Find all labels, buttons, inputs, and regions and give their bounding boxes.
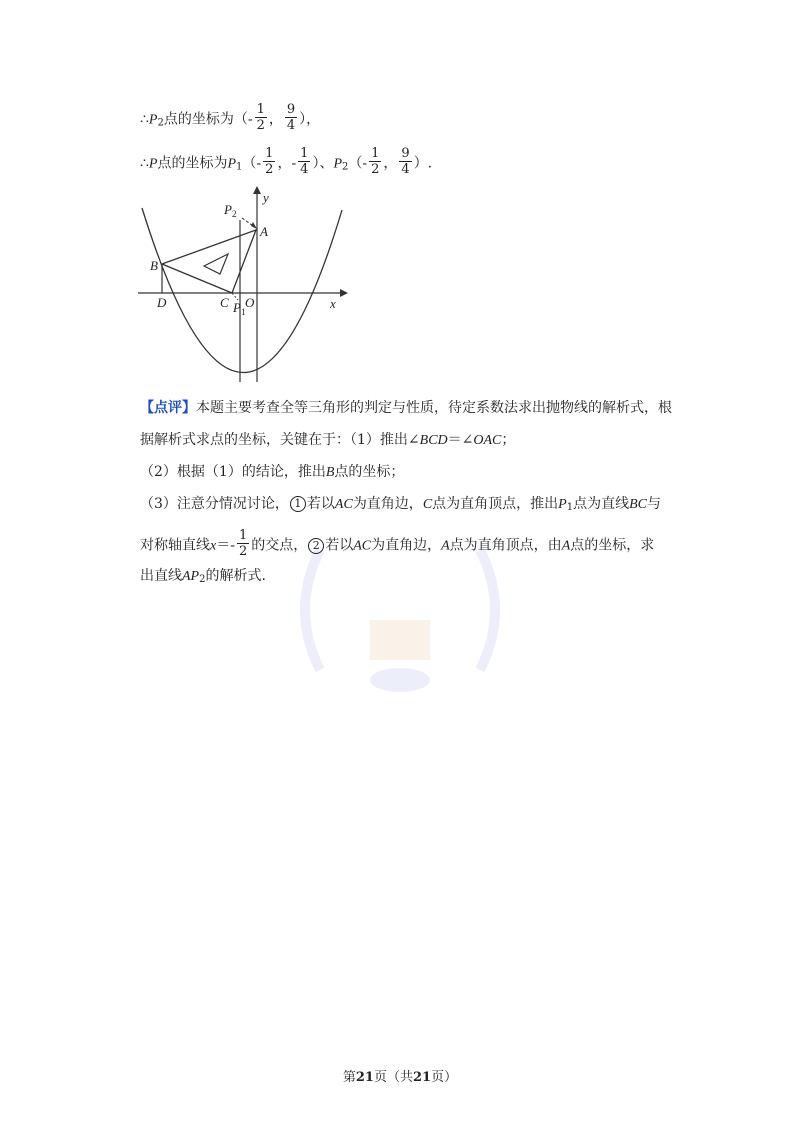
label-p1: P: [233, 300, 241, 315]
parabola-curve: [142, 208, 342, 373]
c-p1-dashed: [232, 293, 238, 300]
fraction: $\frac{9}{4}$: [286, 102, 296, 133]
parabola-figure: [132, 182, 352, 392]
circled-number: 1: [290, 496, 306, 512]
page-footer: 第21页（共21页）: [342, 1070, 458, 1085]
label-y: y: [263, 190, 269, 205]
review-line-2: 据解析式求点的坐标，关键在于：（1）推出∠BCD＝∠OAC；: [140, 432, 516, 448]
label-b: B: [150, 258, 158, 273]
review-line-1: 【点评】本题主要考查全等三角形的判定与性质，待定系数法求出抛物线的解析式，根: [140, 400, 672, 416]
label-p1-sub: 1: [241, 307, 246, 317]
y-axis-arrow: [253, 186, 261, 194]
triangle-outer: [162, 230, 256, 293]
label-o: O: [245, 295, 255, 310]
review-line-5: 对称轴直线x＝- $\frac{1}{2}$ 的交点， 2 若以AC为直角边，A点为直角顶点，由A点的坐标，求: [140, 528, 655, 559]
review-tag: 【点评】: [140, 400, 196, 416]
fraction: $\frac{1}{2}$: [265, 146, 274, 177]
fraction: $\frac{1}{2}$: [371, 146, 380, 177]
fraction: $\frac{1}{2}$: [256, 102, 265, 133]
label-p2: P: [224, 202, 232, 217]
triangle-inner: [204, 254, 228, 274]
x-axis-arrow: [340, 289, 348, 297]
fraction: $\frac{1}{4}$: [300, 146, 309, 177]
label-a: A: [260, 224, 268, 239]
label-c: C: [220, 295, 229, 310]
p2-coordinate-line: $\therefore P_2$点的坐标为（- $\frac{1}{2}$ ， $\frac{9}{4}$ ），: [140, 102, 321, 133]
fraction: $\frac{1}{2}$: [238, 528, 248, 559]
review-line-6: 出直线$AP_2$的解析式.: [140, 568, 266, 585]
review-line-4: （3）注意分情况讨论， 1 若以AC为直角边，C点为直角顶点，推出$P_1$点为直线BC与: [140, 496, 661, 513]
circled-number: 2: [308, 538, 324, 554]
label-p2-sub: 2: [232, 209, 237, 219]
review-line-3: （2）根据（1）的结论，推出B点的坐标；: [140, 464, 405, 480]
label-x: x: [330, 296, 336, 311]
label-d: D: [157, 295, 167, 310]
p-coordinate-line: ∴P点的坐标为$P_1(-$ $\frac{1}{2}$ ，- $\frac{1}{4}$ ）、$P_2(-$ $\frac{1}{2}$ ， $\frac{9}{4}$ ）.: [140, 146, 433, 177]
fraction: $\frac{9}{4}$: [401, 146, 410, 177]
